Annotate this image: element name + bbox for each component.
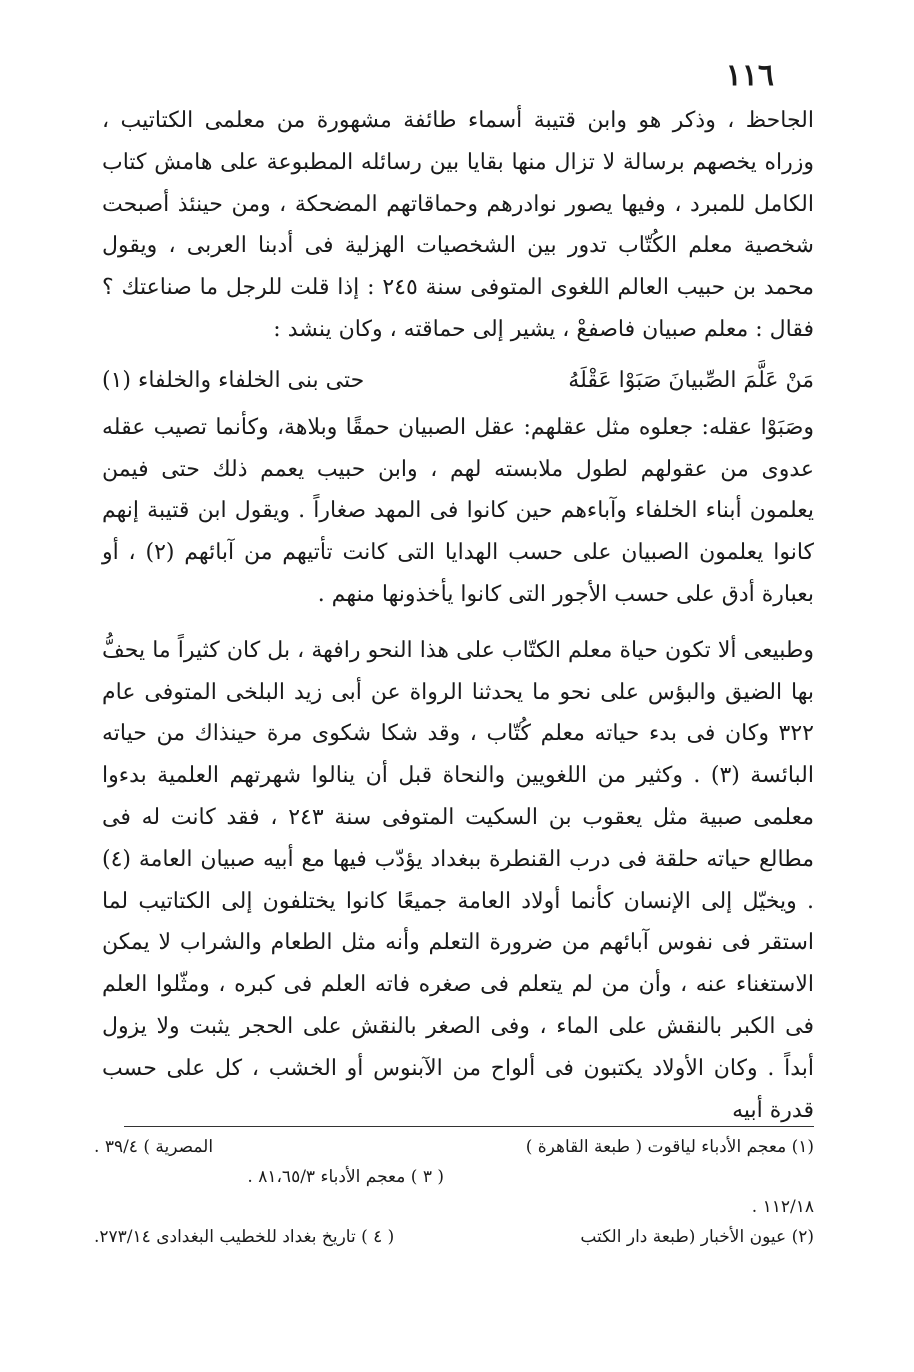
footnote-divider: [124, 1126, 814, 1127]
footnote-1: (١) معجم الأدباء لياقوت ( طبعة القاهرة ): [525, 1137, 814, 1157]
poetry-verse: [102, 361, 814, 401]
footnote-3: ( ٣ ) معجم الأدباء ٨١،٦٥/٣ .: [247, 1167, 444, 1187]
footnote-1-continuation: المصرية ) ٣٩/٤ .: [94, 1137, 214, 1157]
footnote-row-1: [94, 1132, 814, 1162]
main-text: [102, 100, 814, 1131]
paragraph-1: الجاحظ ، وذكر هو وابن قتيبة أسماء طائفة مشهورة من معلمى الكتاتيب ، وزراه يخصهم برسالة لا تزال منها بقايا بين رسائله المطبوعة على هامش كتاب الكامل للمبرد ، وفيها يصور نوادرهم وحماقاتهم المضحكة ، ومن حينئذ أصبحت شخصية معلم الكُتّاب تدور بين الشخصيات الهزلية فى أدبنا العربى ، ويقول محمد بن حبيب العالم اللغوى المتوفى سنة ٢٤٥ : إذا قلت للرجل ما صناعتك ؟ فقال : معلم صبيان فاصفعْ ، يشير إلى حماقته ، وكان ينشد :: [102, 108, 814, 342]
footnote-row-2: [94, 1162, 814, 1192]
verse-hemistich-second: حتى بنى الخلفاء والخلفاء (١): [102, 367, 365, 393]
footnote-row-3: [94, 1192, 814, 1222]
footnote-2: (٢) عيون الأخبار (طبعة دار الكتب: [580, 1227, 814, 1247]
footnote-row-4: [94, 1222, 814, 1252]
page-number: ١١٦: [725, 58, 774, 93]
footnotes: [94, 1132, 814, 1252]
paragraph-3: وطبيعى ألا تكون حياة معلم الكتّاب على هذا النحو رافهة ، بل كان كثيراً ما يحفُّ بها الضيق والبؤس على نحو ما يحدثنا الرواة عن أبى زيد البلخى المتوفى عام ٣٢٢ وكان فى بدء حياته معلم كُتّاب ، وقد شكا شكوى مرة حينذاك من حياته البائسة (٣) . وكثير من اللغويين والنحاة قبل أن ينالوا شهرتهم العلمية بدءوا معلمى صبية مثل يعقوب بن السكيت المتوفى سنة ٢٤٣ ، فقد كانت له فى مطالع حياته حلقة فى درب القنطرة ببغداد يؤدّب فيها مع أبيه صبيان العامة (٤) . ويخيّل إلى الإنسان كأنما أولاد العامة جميعًا كانوا يختلفون إلى الكتاتيب لما استقر فى نفوس آبائهم من ضرورة التعلم وأنه مثل الطعام والشراب لا يمكن الاستغناء عنه ، وأن من لم يتعلم فى صغره فاته العلم فى كبره ، ومثّلوا العلم فى الكبر بالنقش على الماء ، وفى الصغر بالنقش على الحجر يثبت ولا يزول أبداً . وكان الأولاد يكتبون فى ألواح من الآبنوس أو الخشب ، كل على حسب قدرة أبيه: [102, 637, 815, 1123]
footnote-2-continuation: ١١٢/١٨ .: [751, 1197, 814, 1217]
paragraph-2: وصَبَوْا عقله: جعلوه مثل عقلهم: عقل الصبيان حمقًا وبلاهة، وكأنما تصيب عقله عدوى من عقولهم لطول ملابسته لهم ، وابن حبيب يعمم ذلك حتى فيمن يعلمون أبناء الخلفاء وآباءهم حين كانوا فى المهد صغاراً . ويقول ابن قتيبة إنهم كانوا يعلمون الصبيان على حسب الهدايا التى كانت تأتيهم من آبائهم (٢) ، أو بعبارة أدق على حسب الأجور التى كانوا يأخذونها منهم .: [102, 414, 815, 607]
footnote-4: ( ٤ ) تاريخ بغداد للخطيب البغدادى ٢٧٣/١٤.: [94, 1227, 395, 1247]
verse-hemistich-first: مَنْ عَلَّمَ الصِّبيانَ صَبَوْا عَقْلَهُ: [568, 367, 814, 393]
